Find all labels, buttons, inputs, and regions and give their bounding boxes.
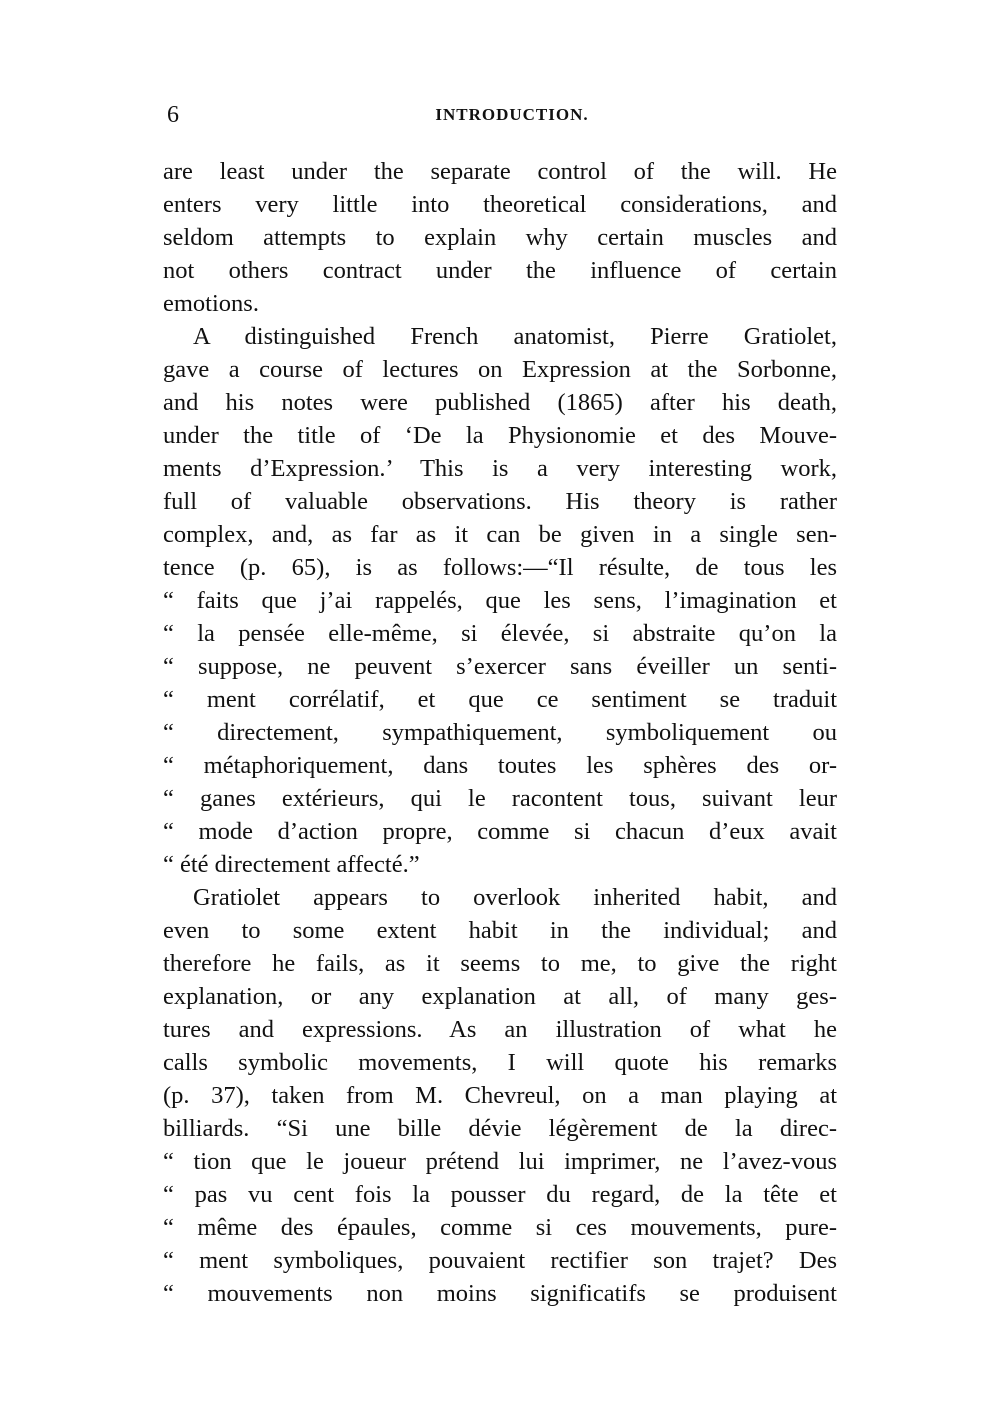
text-line: “ pas vu cent fois la pousser du regard, de la tête et bbox=[163, 1181, 837, 1208]
page-number: 6 bbox=[167, 102, 179, 128]
text-line: full of valuable observations. His theory is rather bbox=[163, 488, 837, 515]
text-line: (p. 37), taken from M. Chevreul, on a man playing at bbox=[163, 1082, 837, 1109]
text-line: tures and expressions. As an illustration of what he bbox=[163, 1016, 837, 1043]
text-line: “ été directement affecté.” bbox=[163, 851, 420, 878]
page-header bbox=[165, 98, 835, 132]
text-line: complex, and, as far as it can be given in a single sen- bbox=[163, 521, 837, 548]
text-line: “ ganes extérieurs, qui le racontent tous, suivant leur bbox=[163, 785, 837, 812]
text-line: emotions. bbox=[163, 290, 259, 317]
text-line: seldom attempts to explain why certain muscles and bbox=[163, 224, 837, 251]
text-line: ments d’Expression.’ This is a very interesting work, bbox=[163, 455, 837, 482]
text-line: “ directement, sympathiquement, symboliquement ou bbox=[163, 719, 837, 746]
text-line: “ mode d’action propre, comme si chacun d’eux avait bbox=[163, 818, 837, 845]
text-line: “ mouvements non moins significatifs se produisent bbox=[163, 1280, 837, 1307]
paragraph bbox=[163, 320, 837, 881]
running-title: INTRODUCTION. bbox=[435, 105, 589, 124]
paragraph bbox=[163, 155, 837, 320]
paragraph bbox=[163, 881, 837, 1310]
text-line: tence (p. 65), is as follows:—“Il résulte, de tous les bbox=[163, 554, 837, 581]
text-line: “ ment corrélatif, et que ce sentiment se traduit bbox=[163, 686, 837, 713]
body-text bbox=[163, 155, 837, 1310]
text-line: “ la pensée elle-même, si élevée, si abstraite qu’on la bbox=[163, 620, 837, 647]
text-line: under the title of ‘De la Physionomie et des Mouve- bbox=[163, 422, 837, 449]
text-line: explanation, or any explanation at all, of many ges- bbox=[163, 983, 837, 1010]
text-line: “ faits que j’ai rappelés, que les sens, l’imagination et bbox=[163, 587, 837, 614]
text-line: Gratiolet appears to overlook inherited habit, and bbox=[193, 884, 837, 911]
text-line: gave a course of lectures on Expression at the Sorbonne, bbox=[163, 356, 837, 383]
text-line: are least under the separate control of the will. He bbox=[163, 158, 837, 185]
text-line: therefore he fails, as it seems to me, to give the right bbox=[163, 950, 837, 977]
text-line: “ métaphoriquement, dans toutes les sphères des or- bbox=[163, 752, 837, 779]
text-line: not others contract under the influence of certain bbox=[163, 257, 837, 284]
text-line: “ suppose, ne peuvent s’exercer sans éveiller un senti- bbox=[163, 653, 837, 680]
text-line: “ ment symboliques, pouvaient rectifier son trajet? Des bbox=[163, 1247, 837, 1274]
text-line: calls symbolic movements, I will quote his remarks bbox=[163, 1049, 837, 1076]
text-line: “ même des épaules, comme si ces mouvements, pure- bbox=[163, 1214, 837, 1241]
text-line: A distinguished French anatomist, Pierre Gratiolet, bbox=[193, 323, 837, 350]
text-line: and his notes were published (1865) after his death, bbox=[163, 389, 837, 416]
text-line: even to some extent habit in the individual; and bbox=[163, 917, 837, 944]
text-line: “ tion que le joueur prétend lui imprimer, ne l’avez-vous bbox=[163, 1148, 837, 1175]
text-line: enters very little into theoretical considerations, and bbox=[163, 191, 837, 218]
text-line: billiards. “Si une bille dévie légèrement de la direc- bbox=[163, 1115, 837, 1142]
